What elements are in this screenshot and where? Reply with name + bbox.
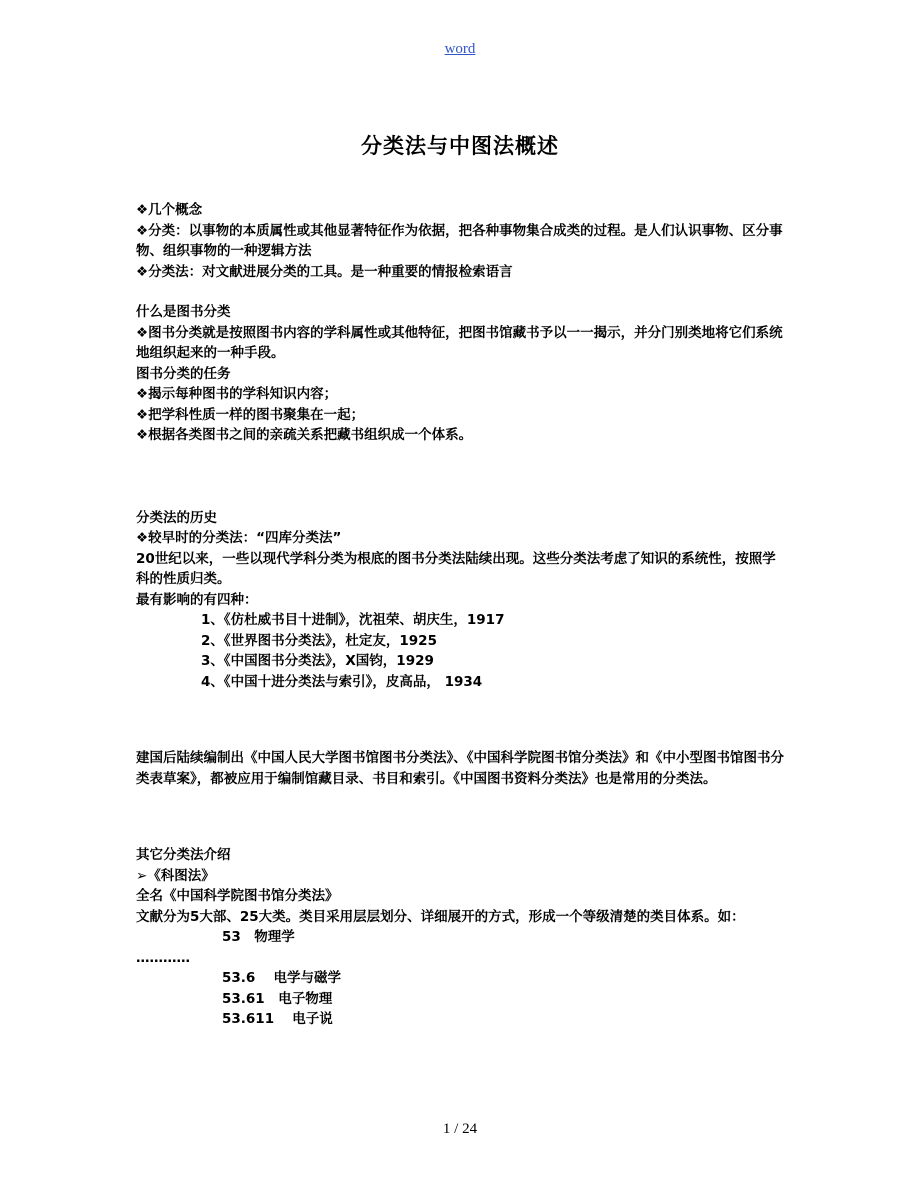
bullet-item [136, 384, 788, 405]
paragraph: 建国后陆续编制出《中国人民大学图书馆图书分类法》、《中国科学院图书馆分类法》和《中小型图书馆图书分类表草案》，都被应用于编制馆藏目录、书目和索引。《中国图书资料分类法》也是常用的分类法。 [136, 750, 784, 787]
section-heading: 其它分类法介绍 [136, 847, 231, 863]
list-item: 1、《仿杜威书目十进制》，沈祖荣、胡庆生，1917 [201, 612, 505, 628]
example-item: 53.61 电子物理 [222, 990, 333, 1007]
arrow-item [136, 866, 788, 887]
page-number: 1 / 24 [442, 1121, 478, 1137]
paragraph: 20世纪以来，一些以现代学科分类为根底的图书分类法陆续出现。这些分类法考虑了知识的系统性，按照学科的性质归类。 [136, 550, 776, 587]
example-item: 53.6 电学与磁学 [222, 970, 342, 986]
section-heading: 最有影响的有四种： [136, 591, 258, 608]
example-item: 53.611 电子说 [222, 1011, 333, 1027]
paragraph: 全名《中国科学院图书馆分类法》 [136, 888, 339, 904]
bullet-item [136, 262, 788, 283]
page-header [0, 38, 920, 58]
document-title: 分类法与中图法概述 [361, 134, 559, 158]
example-item: 53 物理学 [222, 929, 295, 945]
paragraph: 文献分为5大部、25大类。类目采用层层划分、详细展开的方式，形成一个等级清楚的类目体系。如： [136, 908, 745, 925]
bullet-text: 几个概念 [148, 202, 203, 218]
bullet-text: 分类：以事物的本质属性或其他显著特征作为依据，把各种事物集合成类的过程。是人们认识事物、区分事物、组织事物的一种逻辑方法 [136, 222, 783, 259]
bullet-text: 较早时的分类法：“四库分类法” [148, 530, 342, 546]
header-link[interactable]: word [444, 41, 476, 57]
bullet-text: 图书分类就是按照图书内容的学科属性或其他特征，把图书馆藏书予以一一揭示，并分门别类地将它们系统地组织起来的一种手段。 [136, 324, 783, 361]
bullet-text: 揭示每种图书的学科知识内容； [148, 386, 338, 402]
bullet-item [136, 528, 788, 549]
bullet-item [136, 323, 788, 364]
bullet-item [136, 405, 788, 426]
section-heading: 图书分类的任务 [136, 365, 231, 382]
bullet-text: 分类法：对文献进展分类的工具。是一种重要的情报检索语言 [148, 263, 513, 280]
list-item: 2、《世界图书分类法》，杜定友，1925 [201, 632, 437, 649]
bullet-text: 把学科性质一样的图书聚集在一起； [148, 406, 365, 423]
ellipsis-line: ………… [136, 949, 190, 966]
list-item: 4、《中国十进分类法与索引》，皮高品， 1934 [201, 673, 483, 690]
bullet-item [136, 221, 788, 262]
section-heading: 什么是图书分类 [136, 304, 231, 320]
arrow-text: 《科图法》 [147, 867, 215, 884]
bullet-text: 根据各类图书之间的亲疏关系把藏书组织成一个体系。 [148, 427, 473, 443]
list-item: 3、《中国图书分类法》，X国钧，1929 [201, 653, 434, 669]
section-heading: 分类法的历史 [136, 509, 217, 526]
document-body [136, 200, 788, 1030]
bullet-item [136, 200, 788, 221]
bullet-item [136, 425, 788, 446]
